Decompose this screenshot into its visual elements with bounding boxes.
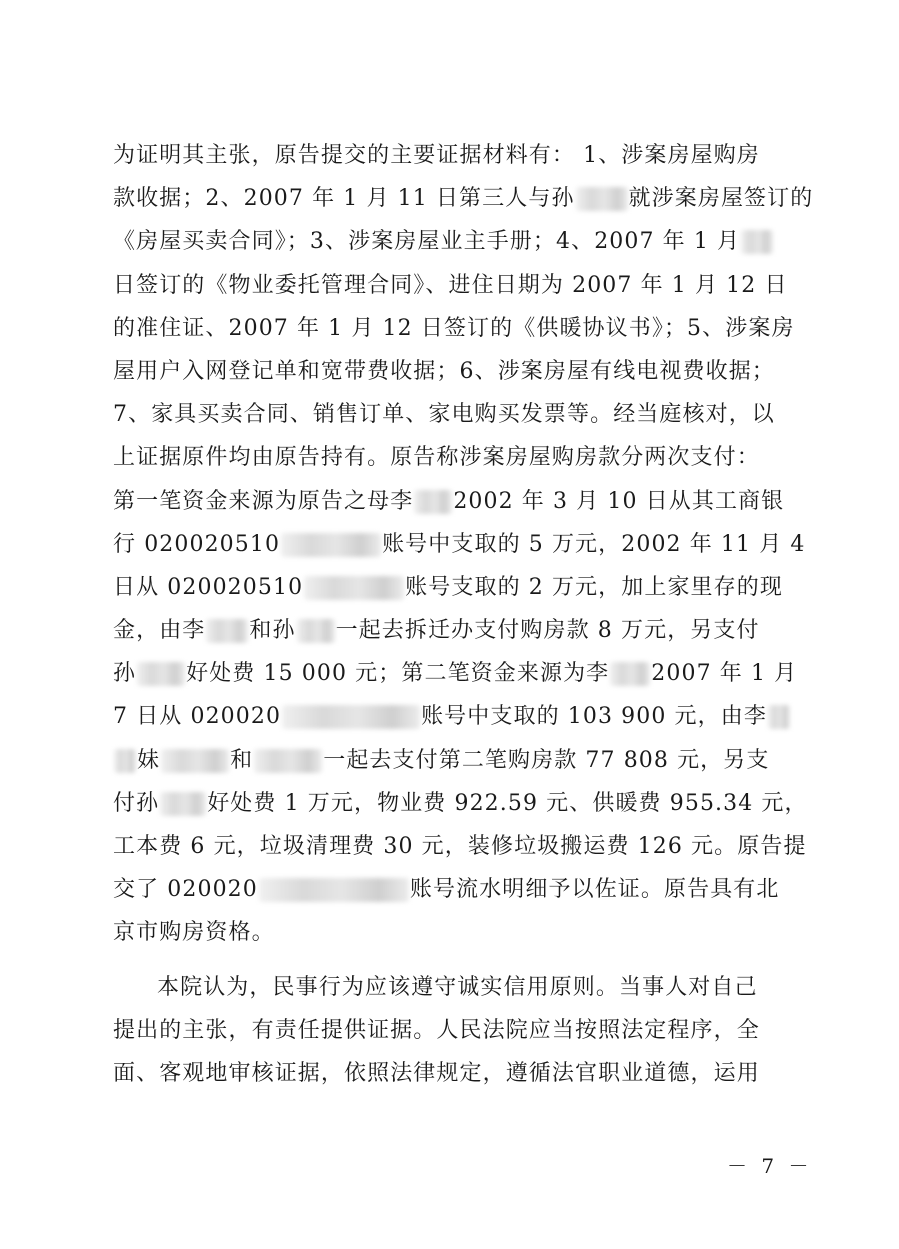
- text-line: [113, 825, 807, 868]
- paragraph-start-line: [113, 966, 785, 1009]
- text-line: [113, 393, 785, 436]
- text-segment: 账号中支取的 5 万元，2002 年 11 月 4: [382, 531, 806, 557]
- text-segment: 为证明其主张，原告提交的主要证据材料有： 1、涉案房屋购房: [113, 143, 760, 168]
- text-segment: 账号支取的 2 万元，加上家里存的现: [405, 574, 783, 600]
- text-segment: 妹: [137, 747, 161, 773]
- text-segment: 7 日从 020020: [113, 704, 282, 730]
- page-number: － 7 －: [727, 1154, 813, 1178]
- text-line: [113, 1009, 785, 1052]
- text-segment: 2002 年 3 月 10 日从其工商银: [453, 488, 785, 514]
- text-segment: 账号流水明细予以佐证。原告具有北: [409, 877, 780, 903]
- text-segment: 好处费 1 万元，物业费 922.59 元、供暖费 955.34 元，: [207, 790, 808, 816]
- text-segment: 一起去拆迁办支付购房款 8 万元，另支付: [335, 618, 760, 644]
- text-line: [113, 911, 785, 954]
- text-segment: 款收据；2、2007 年 1 月 11 日第三人与孙: [113, 186, 575, 212]
- text-segment: 日从 020020510: [113, 574, 304, 600]
- text-segment: 2007 年 1 月: [651, 661, 798, 687]
- text-segment: 第一笔资金来源为原告之母李: [113, 488, 414, 514]
- text-line: [113, 436, 785, 479]
- text-segment: 屋用户入网登记单和宽带费收据；6、涉案房屋有线电视费收据；: [113, 358, 775, 384]
- redacted-name: [768, 705, 790, 729]
- redacted-name: [414, 490, 452, 514]
- text-line: [113, 480, 785, 523]
- redacted-name: [206, 619, 248, 643]
- text-line: [113, 782, 808, 825]
- text-segment: 一起去支付第二笔购房款 77 808 元，另支: [323, 747, 770, 773]
- redacted-name: [254, 749, 322, 773]
- redacted-name: [137, 662, 185, 686]
- text-line: [113, 134, 785, 177]
- text-line: [113, 264, 788, 307]
- text-segment: 就涉案房屋签订的: [628, 186, 814, 212]
- text-line: [113, 566, 785, 609]
- text-line: [113, 177, 814, 220]
- redacted-name: [297, 619, 335, 643]
- text-line: [113, 695, 785, 738]
- text-segment: 工本费 6 元，垃圾清理费 30 元，装修垃圾搬运费 126 元。原告提: [113, 834, 807, 859]
- text-segment: 孙: [113, 661, 137, 687]
- text-line: [113, 1052, 785, 1095]
- text-segment: 付孙: [113, 790, 160, 816]
- text-segment: 京市购房资格。: [113, 920, 275, 946]
- text-segment: 账号中支取的 103 900 元，由李: [421, 704, 767, 730]
- text-segment: 提出的主张，有责任提供证据。人民法院应当按照法定程序，全: [113, 1017, 760, 1043]
- text-segment: 《房屋买卖合同》；3、涉案房屋业主手册；4、2007 年 1 月: [113, 229, 741, 255]
- redacted-account: [259, 878, 409, 902]
- text-segment: 7、家具买卖合同、销售订单、家电购买发票等。经当庭核对，以: [113, 402, 775, 428]
- redacted-account: [304, 576, 404, 600]
- text-line: [113, 609, 785, 652]
- redacted-name: [610, 662, 650, 686]
- text-segment: 面、客观地审核证据，依照法律规定，遵循法官职业道德，运用: [113, 1060, 760, 1086]
- body-text: [113, 134, 814, 1095]
- text-line: [113, 652, 798, 695]
- text-line: [113, 307, 795, 350]
- text-segment: 上证据原件均由原告持有。原告称涉案房屋购房款分两次支付：: [113, 445, 760, 471]
- text-line: [113, 868, 785, 911]
- redacted-name: [160, 792, 206, 816]
- redacted-name: [161, 749, 229, 773]
- text-line: [113, 739, 785, 782]
- text-line: [113, 220, 785, 263]
- redacted-name: [576, 187, 628, 211]
- text-line: [113, 350, 785, 393]
- text-segment: 本院认为，民事行为应该遵守诚实信用原则。当事人对自己: [157, 974, 758, 1000]
- text-segment: 行 020020510: [113, 531, 281, 557]
- text-segment: 交了 020020: [113, 877, 258, 903]
- redacted-name: [114, 749, 136, 773]
- text-segment: 金，由李: [113, 618, 206, 644]
- text-segment: 和孙: [249, 618, 296, 644]
- text-segment: 好处费 15 000 元；第二笔资金来源为李: [186, 661, 610, 687]
- redacted-account: [281, 533, 381, 557]
- text-segment: 的准住证、2007 年 1 月 12 日签订的《供暖协议书》；5、涉案房: [113, 315, 795, 341]
- redacted-account: [282, 705, 420, 729]
- redacted-day: [741, 230, 773, 254]
- text-segment: 和: [230, 747, 254, 773]
- text-segment: 日签订的《物业委托管理合同》、进住日期为 2007 年 1 月 12 日: [113, 272, 788, 298]
- text-line: [113, 523, 806, 566]
